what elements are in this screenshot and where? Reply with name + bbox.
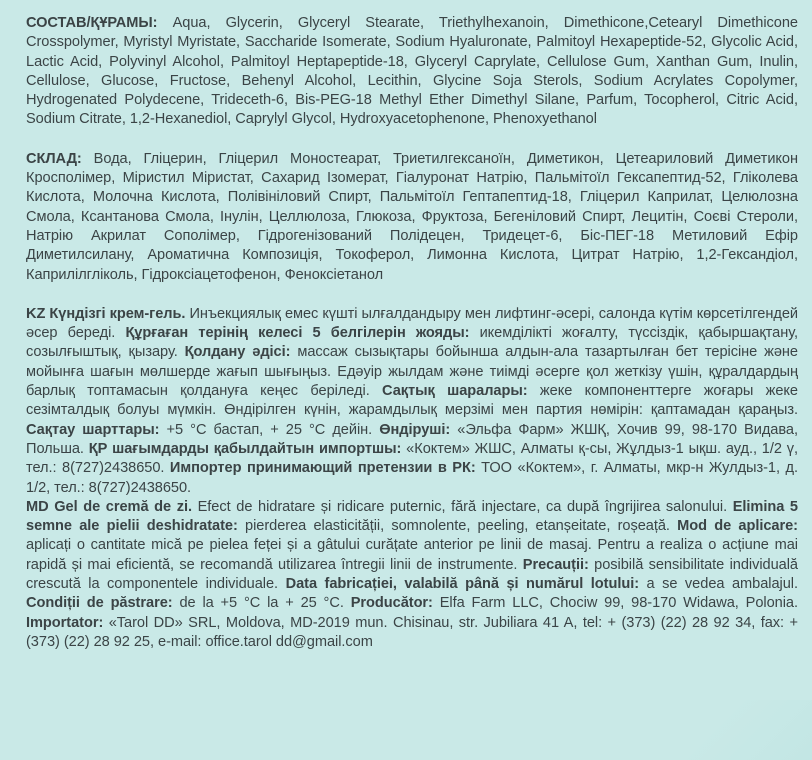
kz-effect-text: Инъекциялық емес күшті ылғалдандыру мен лифтинг-әсері, салонда күтім көрсетілгендей әсер береді. — [26, 305, 799, 342]
kz-importer-ru-heading: Импортер принимающий претензии в РК: — [169, 460, 476, 477]
md-product-title: MD Gel de cremă de zi. — [26, 498, 192, 515]
composition-ru-kz — [26, 14, 798, 130]
kz-product-title: KZ Күндізгі крем-гель. — [26, 305, 186, 322]
md-storage-heading: Condiții de păstrare: — [26, 595, 173, 612]
composition-ua — [26, 150, 798, 285]
md-date-text: a se vedea ambalajul. — [639, 576, 798, 593]
kz-manufacturer-text: «Эльфа Фарм» ЖШҚ, Хочив 99, 98-170 Видава, Польша. — [26, 421, 798, 457]
kz-usage-heading: Қолдану әдісі: — [184, 344, 291, 361]
md-precautions-heading: Precauții: — [522, 556, 589, 573]
md-importer-text: «Tarol DD» SRL, Moldova, MD-2019 mun. Chisinau, str. Jubiliara 41 A, tel: + (373) (22) 28 92 34, fax: + (373) (22) 28 92 25, e-mail: office.tarol dd@gmail.com — [26, 614, 798, 650]
kz-importer-heading: ҚР шағымдарды қабылдайтын импортшы: — [88, 440, 402, 457]
kz-storage-heading: Сақтау шарттары: — [26, 421, 160, 438]
section-gap — [26, 130, 798, 150]
composition-ua-text: Вода, Гліцерин, Гліцерил Моностеарат, Триетилгексаноїн, Диметикон, Цетеариловий Диметикон Кросполімер, Міристил Міристат, Сахарид Ізомерат, Гіалуронат Натрію, Пальмітоїл Гексапептид-52, Гліколева Кислота, Молочна Кислота, Полівініловий Спирт, Пальмітоїл Гептапептид-18, Гліцерил Каприлат, Целюлозна Смола, Ксантанова Смола, Інулін, Целлюлоза, Глюкоза, Фруктоза, Бегеніловий Спирт, Лецитін, Соєві Стероли, Натрію Акрилат Сополімер, Гідрогенізований Полідецен, Тридецет-6, Біс-ПЕГ-18 Метиловий Ефір Диметилсилану, Ароматична Композиція, Токоферол, Лимонна Кислота, Цитрат Натрію, 1,2-Гександіол, Каприлілгліколь, Гідроксіацетофенон, Феноксіетанол — [26, 150, 798, 283]
kz-precautions-heading: Сақтық шаралары: — [382, 383, 528, 400]
kz-instructions — [26, 305, 798, 498]
md-effect-text: Efect de hidratare și ridicare puternic, fără injectare, ca după îngrijirea salonului. — [191, 498, 733, 515]
kz-usage-text: массаж сызықтары бойынша алдын-ала тазартылған бет терісіне және мойынға шағын мөлшерде жағып шығыңыз. Едәуір жылдам және тиімді әсерге қол жеткізу үшін, құралдардың барлық топтамасын қолдануға кеңес беріледі. — [26, 344, 798, 400]
kz-importer-text: «Коктем» ЖШС, Алматы қ-сы, Жұлдыз-1 ықш. ауд., 1/2 ү, тел.: 8(727)2438650. — [26, 440, 799, 477]
kz-precautions-text: жеке компоненттерге жоғары жеке сезімталдық болуы мүмкін. Өндірілген күнін, жарамдылық мерзімі мен партия нөмірін: қаптамадан қараңыз. — [26, 383, 798, 419]
md-signs-heading: Elimina 5 semne ale pielii deshidratate: — [26, 498, 798, 535]
md-importer-heading: Importator: — [26, 614, 104, 631]
kz-importer-ru-text: ТОО «Коктем», г. Алматы, мкр-н Жулдыз-1, д. 1/2, тел.: 8(727)2438650. — [26, 460, 798, 496]
kz-signs-heading: Құрғаған терінің келесі 5 белгілерін жояды: — [125, 325, 470, 342]
md-signs-text: pierderea elasticității, somnolente, peeling, etanșeitate, roșeață. — [237, 518, 678, 535]
md-date-heading: Data fabricației, valabilă până și numărul lotului: — [285, 576, 640, 593]
composition-ru-kz-text: Aqua, Glycerin, Glyceryl Stearate, Triethylhexanoin, Dimethicone,Cetearyl Dimethicone Crosspolymer, Myristyl Myristate, Saccharide Isomerate, Sodium Hyaluronate, Palmitoyl Hexapeptide-52, Glycolic Acid, Lactic Acid, Polyvinyl Alcohol, Palmitoyl Heptapeptide-18, Glyceryl Caprylate, Cellulose Gum, Xanthan Gum, Inulin, Cellulose, Glucose, Fructose, Behenyl Alcohol, Lecithin, Glycine Soja Sterols, Sodium Acrylates Copolymer, Hydrogenated Polydecene, Trideceth-6, Bis-PEG-18 Methyl Ether Dimethyl Silane, Parfum, Tocopherol, Citric Acid, Sodium Citrate, 1,2-Hexanediol, Caprylyl Glycol, Hydroxyacetophenone, Phenoxyethanol — [26, 15, 798, 128]
md-usage-heading: Mod de aplicare: — [677, 518, 798, 535]
section-gap — [26, 285, 798, 305]
background-glow — [652, 700, 812, 760]
md-usage-text: aplicați o cantitate mică pe pielea feței și a gâtului curățate anterior pe linii de masaj. Pentru a realiza o acțiune mai rapidă și mai eficientă, se recomandă utilizarea întregii linii de instrumente. — [26, 537, 798, 573]
md-manufacturer-heading: Producător: — [350, 595, 433, 612]
composition-ru-kz-heading: СОСТАВ/ҚҰРАМЫ: — [26, 15, 158, 31]
md-manufacturer-text: Elfa Farm LLC, Chociw 99, 98-170 Widawa, Polonia. — [432, 595, 798, 612]
md-precautions-text: posibilă sensibilitate individuală crescută la componentele individuale. — [26, 556, 798, 593]
kz-storage-text: +5 °C бастап, + 25 °C дейін. — [159, 421, 380, 438]
md-instructions — [26, 498, 798, 652]
kz-manufacturer-heading: Өндіруші: — [379, 421, 451, 438]
composition-ua-heading: СКЛАД: — [26, 150, 82, 167]
kz-signs-text: икемділікті жоғалту, түссіздік, қабыршақтану, созылғыштық, қызару. — [26, 325, 798, 361]
md-storage-text: de la +5 °C la + 25 °C. — [172, 595, 351, 612]
